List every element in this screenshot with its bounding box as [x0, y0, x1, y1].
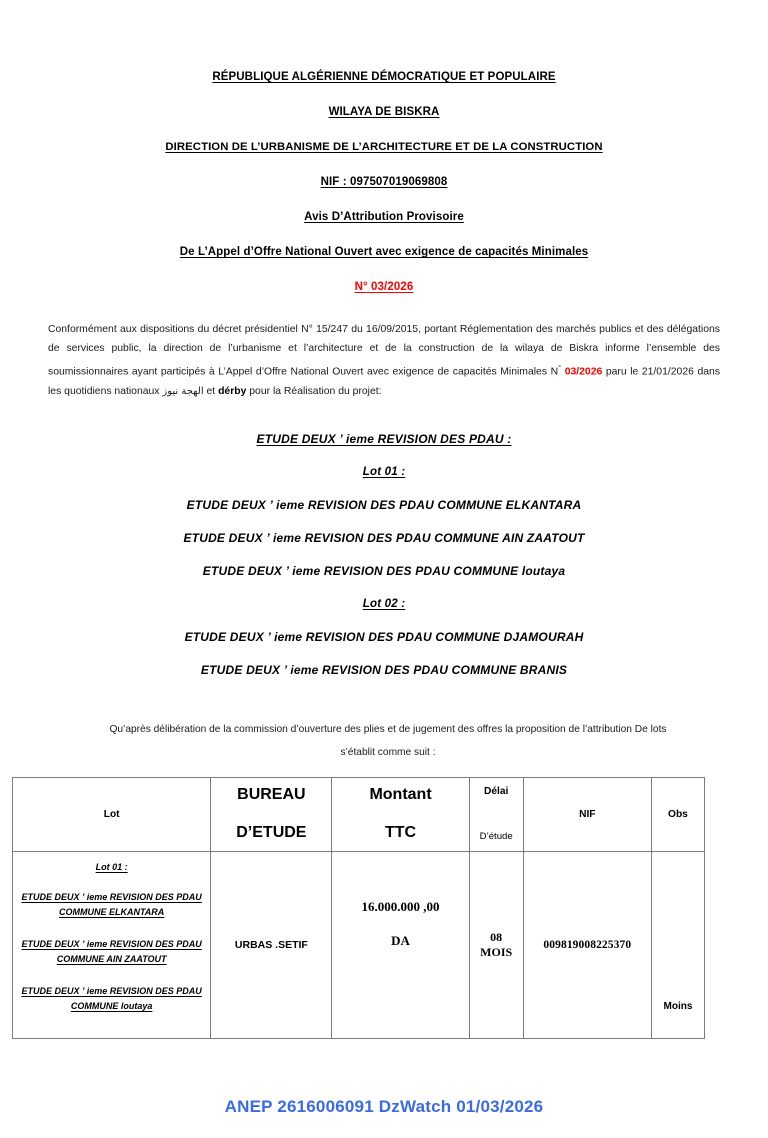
deliberation-paragraph: [78, 718, 698, 764]
table-header-delai: [469, 778, 523, 852]
table-header-nif: [523, 778, 651, 852]
deliberation-line-1: Qu’après délibération de la commission d’ouverture des plies et de jugement des offres la proposition de l’attribution De lots: [109, 724, 667, 735]
table-cell-montant-currency: DA: [391, 933, 410, 948]
table-cell-delai-value: 08: [490, 930, 503, 944]
header-line-appel-offre: De L’Appel d’Offre National Ouvert avec exigence de capacités Minimales: [179, 246, 589, 258]
table-cell-lot-item-ain-zaatout: ETUDE DEUX ’ ieme REVISION DES PDAU COMMUNE AIN ZAATOUT: [21, 939, 202, 964]
header-line-wilaya: WILAYA DE BISKRA: [328, 106, 440, 118]
table-cell-lot: [13, 852, 211, 1039]
table-cell-montant-amount: 16.000.000 ,00: [361, 899, 440, 914]
table-header-nif-label: NIF: [579, 809, 596, 820]
intro-degree-sign: °: [558, 363, 562, 373]
table-cell-bureau: [211, 852, 332, 1039]
lot-01-item-elkantara: ETUDE DEUX ’ ieme REVISION DES PDAU COMMUNE ELKANTARA: [186, 498, 582, 512]
intro-newspaper-derby: dérby: [218, 386, 247, 398]
header-line-republic: RÉPUBLIQUE ALGÉRIENNE DÉMOCRATIQUE ET POPULAIRE: [212, 71, 556, 83]
table-cell-obs-value: Moins: [663, 1001, 693, 1012]
table-header-montant-bottom: TTC: [384, 824, 417, 841]
intro-conjunction: et: [206, 386, 216, 398]
lot-01-item-loutaya: ETUDE DEUX ’ ieme REVISION DES PDAU COMMUNE loutaya: [202, 564, 566, 578]
table-header-obs-label: Obs: [668, 809, 688, 820]
intro-text-part2: paru le 21/01/2026 dans les quotidiens nationaux: [48, 366, 720, 398]
deliberation-line-2: s’établit comme suit :: [340, 747, 436, 758]
attribution-table: [12, 777, 705, 1039]
intro-paragraph: [48, 320, 720, 401]
table-header-bureau-bottom: D’ETUDE: [236, 824, 307, 841]
header-line-avis: Avis D’Attribution Provisoire: [304, 211, 464, 223]
lot-02-label: Lot 02 :: [362, 598, 406, 610]
lot-01-item-ain-zaatout: ETUDE DEUX ’ ieme REVISION DES PDAU COMMUNE AIN ZAATOUT: [183, 531, 585, 545]
table-header-delai-top: Délai: [484, 786, 509, 797]
header-line-notice-number: N° 03/2026: [354, 281, 414, 293]
table-header-montant-top: Montant: [369, 786, 432, 803]
table-header-montant: [332, 778, 469, 852]
intro-notice-number-highlight: 03/2026: [564, 366, 603, 378]
table-cell-lot-item-loutaya: ETUDE DEUX ’ ieme REVISION DES PDAU COMMUNE loutaya: [21, 986, 202, 1011]
table-cell-delai-unit: MOIS: [480, 945, 513, 959]
table-cell-bureau-value: URBAS .SETIF: [234, 939, 308, 951]
table-header-obs: [651, 778, 704, 852]
intro-arabic-newspaper: الهجة نيوز: [162, 386, 204, 398]
table-cell-lot-item-elkantara: ETUDE DEUX ’ ieme REVISION DES PDAU COMMUNE ELKANTARA: [21, 892, 202, 917]
table-cell-nif-value: 009819008225370: [543, 939, 632, 951]
intro-text-part3: pour la Réalisation du projet:: [249, 386, 382, 398]
lot-01-label: Lot 01 :: [362, 466, 406, 478]
anep-footer: ANEP 2616006091 DzWatch 01/03/2026: [224, 1097, 544, 1116]
table-header-lot-label: Lot: [103, 809, 120, 820]
header-line-direction: DIRECTION DE L’URBANISME DE L’ARCHITECTURE ET DE LA CONSTRUCTION: [165, 141, 603, 153]
table-row: [13, 852, 705, 1039]
document-header: [0, 70, 768, 315]
table-header-row: [13, 778, 705, 852]
table-header-delai-bottom: D’étude: [479, 831, 513, 842]
table-header-lot: [13, 778, 211, 852]
table-cell-nif: [523, 852, 651, 1039]
lot-02-item-branis: ETUDE DEUX ’ ieme REVISION DES PDAU COMMUNE BRANIS: [200, 663, 568, 677]
lot-02-item-djamourah: ETUDE DEUX ’ ieme REVISION DES PDAU COMMUNE DJAMOURAH: [184, 630, 584, 644]
project-titles-block: [0, 432, 768, 696]
table-cell-montant: [332, 852, 469, 1039]
intro-text-part1: Conformément aux dispositions du décret présidentiel N° 15/247 du 16/09/2015, portant Réglementation des marchés publics et des délégations de services public, la direction de l’urbanisme et l’architecture et de la construction de la wilaya de Biskra informe l’ensemble des soumissionnaires ayant participés à L’Appel d’Offre National Ouvert avec exigence de capacités Minimales N: [48, 324, 720, 378]
project-main-title: ETUDE DEUX ’ ieme REVISION DES PDAU :: [256, 432, 512, 446]
table-header-bureau-top: BUREAU: [237, 786, 306, 803]
header-line-nif: NIF : 097507019069808: [320, 176, 448, 188]
table-cell-lot-label: Lot 01 :: [95, 862, 128, 872]
attribution-table-wrapper: [12, 777, 705, 1039]
table-cell-obs: [651, 852, 704, 1039]
table-cell-delai: [469, 852, 523, 1039]
table-header-bureau: [211, 778, 332, 852]
